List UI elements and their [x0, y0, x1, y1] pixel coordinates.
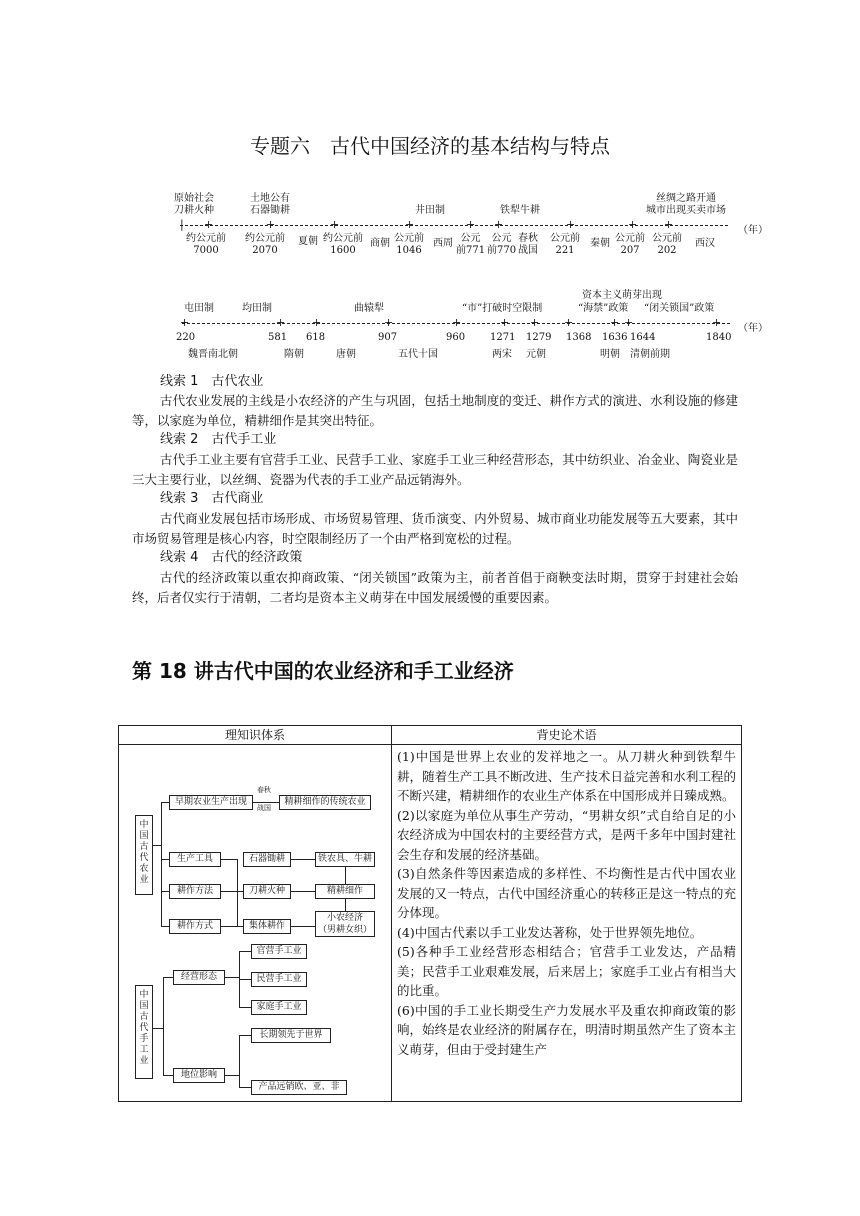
- tl2-top-label: “市”打破时空限制: [462, 303, 543, 314]
- term-item: (3)自然条件等因素造成的多样性、不均衡性是古代中国农业发展的又一特点，古代中国经济重心的转移正是这一特点的充分体现。: [397, 866, 736, 920]
- term-item: (2)以家庭为单位从事生产劳动，“男耕女织”式自给自足的小农经济成为中国农村的主要经营方式，是两千多年中国封建社会生存和发展的经济基础。: [397, 807, 736, 862]
- tl2-tick-label: 1636: [602, 332, 628, 343]
- arrow-line: [291, 859, 315, 860]
- page-title: 专题六 古代中国经济的基本结构与特点: [250, 134, 610, 158]
- tick-mark: +: [312, 316, 322, 329]
- tl2-top-label: 屯田制: [184, 303, 214, 314]
- connector: [221, 926, 243, 927]
- tl2-top-label: 资本主义萌芽出现: [582, 290, 662, 301]
- arrow-line: [291, 926, 315, 927]
- connector: [225, 977, 239, 978]
- tl2-bottom-label: 魏晋南北朝: [188, 349, 238, 360]
- left-header: 理知识体系: [119, 726, 392, 745]
- tl2-top-label: 均田制: [242, 303, 272, 314]
- yuanxiao-box: 产品远销欧、亚、非: [251, 1080, 347, 1095]
- clue-heading: 线索 3 古代商业: [160, 491, 264, 506]
- diwei-box: 地位影响: [173, 1068, 225, 1083]
- tick-mark: +: [628, 218, 638, 231]
- connector: [345, 867, 346, 884]
- jinggeng-box: 精耕细作的传统农业: [279, 795, 371, 810]
- tl1-bottom-label: 春秋 战国: [518, 233, 538, 256]
- jiating-box: 家庭手工业: [251, 1000, 307, 1015]
- zhanguo-label: 战国: [257, 804, 271, 812]
- tick-mark: +: [564, 316, 574, 329]
- connector: [161, 926, 169, 927]
- craft-root-box: 中国古代手工业: [135, 985, 153, 1079]
- tl2-bottom-label: 隋朝: [284, 349, 304, 360]
- connector: [225, 1075, 239, 1076]
- tl2-tick-label: 1368: [566, 332, 592, 343]
- tl1-bottom-label: 公元前 202: [652, 233, 682, 256]
- clue-heading: 线索 1 古代农业: [160, 374, 264, 389]
- tl1-bottom-label: 公元前 221: [550, 233, 580, 256]
- tick-mark: +: [405, 218, 415, 231]
- knowledge-table: [118, 725, 742, 1102]
- connector: [161, 891, 169, 892]
- connector: [163, 977, 164, 1075]
- tick-mark: +: [610, 316, 620, 329]
- right-header: 背史论术语: [392, 726, 742, 745]
- tick-mark: +: [624, 316, 634, 329]
- tl2-top-label: “海禁”政策: [578, 303, 629, 314]
- connector: [239, 979, 251, 980]
- connector: [161, 802, 169, 803]
- tl2-top-label: 曲辕犁: [354, 303, 384, 314]
- tl2-tick-label: 618: [306, 332, 326, 343]
- connector: [163, 977, 173, 978]
- tick-mark: +: [566, 218, 576, 231]
- tl2-bottom-label: 明朝: [600, 349, 620, 360]
- clue-text: 古代农业发展的主线是小农经济的产生与巩固，包括土地制度的变迁、耕作方式的演进、水利设施的修建等，以家庭为单位，精耕细作是其突出特征。: [132, 393, 738, 428]
- agri-root-box: 中国古代农业: [135, 815, 153, 895]
- connector: [221, 859, 237, 860]
- tl2-tick-label: 1644: [630, 332, 656, 343]
- diagram-cell: [119, 745, 392, 1102]
- connector: [345, 899, 346, 911]
- connector: [239, 1035, 240, 1087]
- tl1-bottom-label: 公元前 207: [615, 233, 645, 256]
- term-item: (6)中国的手工业长期受生产力发展水平及重农抑商政策的影响，始终是农业经济的附属存在，明清时期虽然产生了资本主义萌芽，但由于受封建生产: [397, 1002, 736, 1057]
- tick-mark: +: [180, 316, 190, 329]
- lecture-title: 第 18 讲古代中国的农业经济和手工业经济: [132, 659, 514, 683]
- clue-text: 古代商业发展包括市场形成、市场贸易管理、货币演变、内外贸易、城市商业功能发展等五大要素，其中市场贸易管理是核心内容，时空限制经历了一个由严格到宽松的过程。: [132, 511, 738, 546]
- jiti-box: 集体耕作: [243, 919, 291, 934]
- tl1-bottom-label: 秦朝: [590, 238, 610, 249]
- early-agri-box: 早期农业生产出现: [169, 795, 253, 810]
- connector: [239, 1007, 251, 1008]
- timeline-1-unit: （年）: [738, 225, 768, 236]
- connector: [239, 1087, 251, 1088]
- clue-heading: 线索 2 古代手工业: [160, 432, 277, 447]
- term-item: (5)各种手工业经营形态相结合；官营手工业发达，产品精美；民营手工业艰难发展，后来居上；家庭手工业占有相当大的比重。: [397, 944, 736, 998]
- tl1-top-label: 土地公有 石器锄耕: [250, 193, 290, 216]
- tl2-bottom-label: 唐朝: [336, 349, 356, 360]
- tl2-tick-label: 960: [446, 332, 466, 343]
- lingxian-box: 长期领先于世界: [251, 1028, 331, 1043]
- tick-mark: +: [204, 218, 214, 231]
- term-item: (1)中国是世界上农业的发祥地之一。从刀耕火种到铁犁牛耕，随着生产工具不断改进、生产技术日益完善和水利工程的不断兴建，精耕细作的农业生产体系在中国形成并日臻成熟。: [397, 749, 736, 803]
- tl1-bottom-label: 公元 前770: [487, 233, 517, 256]
- clue-text: 古代手工业主要有官营手工业、民营手工业、家庭手工业三种经营形态，其中纺织业、冶金业、陶瓷业是三大主要行业，以丝绸、瓷器为代表的手工业产品远销海外。: [132, 452, 738, 487]
- tl1-bottom-label: 约公元前 7000: [186, 233, 226, 256]
- tl2-top-label: “闭关锁国”政策: [644, 303, 715, 314]
- terms-cell: [392, 745, 742, 1102]
- term-item: (4)中国古代素以手工业发达著称，处于世界领先地位。: [397, 924, 703, 940]
- daogeng-box: 刀耕火种: [243, 884, 291, 899]
- timeline-2-unit: （年）: [738, 323, 768, 334]
- tl2-tick-label: 907: [378, 332, 398, 343]
- clue-text: 古代的经济政策以重农抑商政策、“闭关锁国”政策为主，前者首倡于商鞅变法时期，贯穿于封建社会始终，后者仅实行于清朝，二者均是资本主义萌芽在中国发展缓慢的重要因素。: [132, 570, 738, 605]
- connector: [221, 891, 243, 892]
- tick-mark: +: [266, 218, 276, 231]
- connector: [153, 845, 161, 846]
- arrow-line: [291, 891, 315, 892]
- minying-box: 民营手工业: [251, 972, 307, 987]
- tl1-bottom-label: 公元 前771: [456, 233, 486, 256]
- jingzuo-box: 精耕细作: [315, 884, 375, 899]
- connector: [239, 1035, 251, 1036]
- tick-mark: +: [384, 316, 394, 329]
- tick-mark: +: [276, 316, 286, 329]
- tick-mark: +: [664, 218, 674, 231]
- tick-mark: +: [466, 218, 476, 231]
- tl1-top-label: 井田制: [415, 205, 445, 216]
- tl1-top-label: 原始社会 刀耕火种: [174, 193, 214, 216]
- shiqi-box: 石器锄耕: [243, 852, 291, 867]
- methods-box: 耕作方法: [169, 884, 221, 899]
- connector: [163, 1075, 173, 1076]
- tl1-bottom-label: 西周: [433, 238, 453, 249]
- tl1-bottom-label: 约公元前 2070: [245, 233, 285, 256]
- tick-mark: |: [180, 218, 184, 231]
- tick-mark: +: [494, 218, 504, 231]
- clue-heading: 线索 4 古代的经济政策: [160, 550, 303, 565]
- tl2-tick-label: 581: [268, 332, 288, 343]
- tools-box: 生产工具: [169, 852, 221, 867]
- tieli-box: 铁农具、牛耕: [315, 852, 375, 867]
- tl1-top-label: 铁犁牛耕: [500, 205, 540, 216]
- tl2-tick-label: 1840: [706, 332, 732, 343]
- xiaonong-box: 小农经济 （男耕女织）: [315, 911, 375, 937]
- connector: [161, 859, 169, 860]
- timeline-1-axis: [180, 225, 728, 226]
- tl1-bottom-label: 公元前 1046: [394, 233, 424, 256]
- tl2-bottom-label: 元朝: [526, 349, 546, 360]
- tl2-bottom-label: 清朝前期: [630, 349, 670, 360]
- tl2-tick-label: 1279: [526, 332, 552, 343]
- tick-mark: +: [500, 316, 510, 329]
- tl1-bottom-label: 西汉: [695, 238, 715, 249]
- chunqiu-label: 春秋: [257, 786, 271, 794]
- tl1-bottom-label: 约公元前 1600: [323, 233, 363, 256]
- tick-mark: +: [330, 218, 340, 231]
- tick-mark: +: [530, 316, 540, 329]
- tl2-bottom-label: 五代十国: [398, 349, 438, 360]
- tl1-top-label: 丝绸之路开通 城市出现买卖市场: [646, 193, 726, 216]
- connector: [161, 802, 162, 927]
- guanying-box: 官营手工业: [251, 944, 307, 959]
- connector: [239, 951, 251, 952]
- forms-box: 耕作方式: [169, 919, 221, 934]
- jingying-box: 经营形态: [173, 970, 225, 985]
- tl2-tick-label: 1271: [490, 332, 516, 343]
- tick-mark: +: [452, 316, 462, 329]
- tl1-bottom-label: 商朝: [370, 238, 390, 249]
- connector: [237, 859, 238, 926]
- knowledge-diagram: [119, 745, 391, 1101]
- tl1-bottom-label: 夏朝: [298, 236, 318, 247]
- tick-mark: +: [712, 316, 722, 329]
- arrow-line: [253, 802, 279, 803]
- tl2-bottom-label: 两宋: [492, 349, 512, 360]
- connector: [153, 1028, 163, 1029]
- tl2-tick-label: 220: [176, 332, 196, 343]
